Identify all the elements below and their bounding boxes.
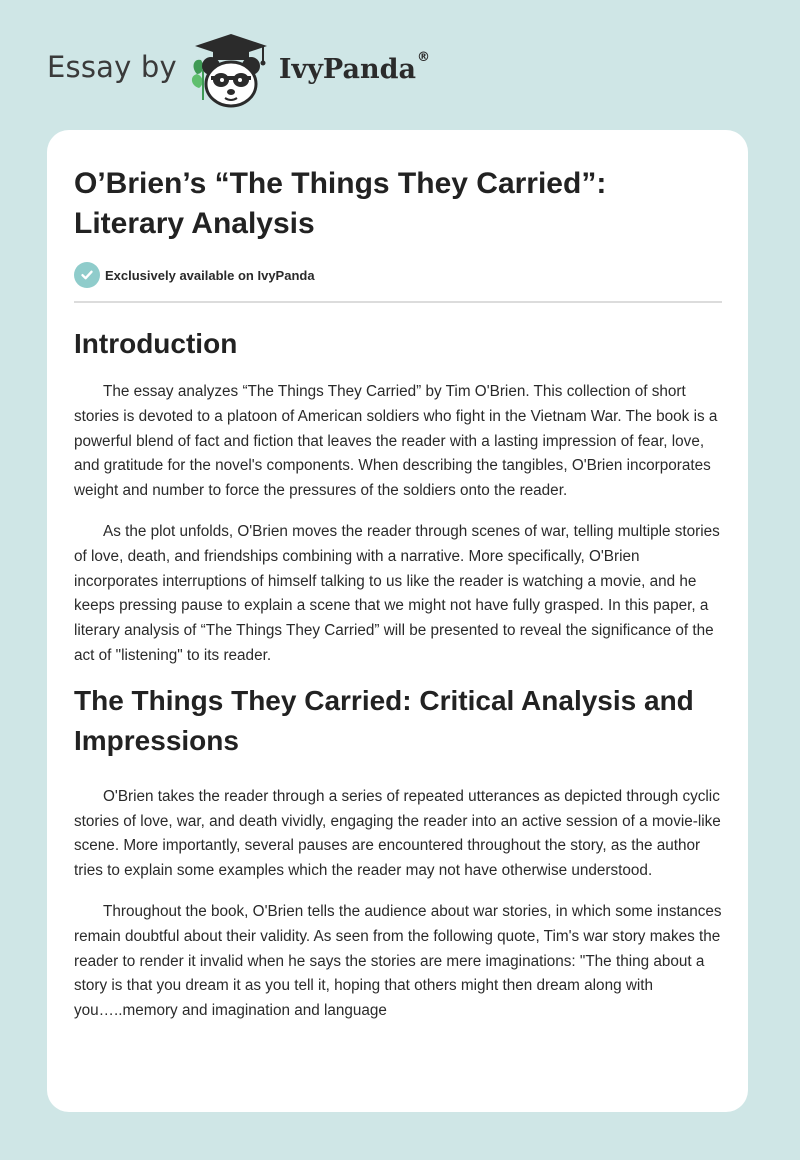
- brand-name: IvyPanda: [278, 53, 416, 85]
- check-icon: [74, 262, 100, 288]
- section-heading: The Things They Carried: Critical Analysis and Impressions: [74, 684, 694, 756]
- essay-card: [47, 130, 748, 1112]
- exclusive-badge: [74, 262, 722, 303]
- paragraph: As the plot unfolds, O'Brien moves the reader through scenes of war, telling multiple stories of love, death, and friendships combining with a narrative. More specifically, O'Brien incorporates interruptions of himself talking to us like the reader is watching a movie, and he keeps pressing pause to explain a scene that we might not have fully grasped. In this paper, a literary analysis of “The Things They Carried” will be presented to reveal the significance of the act of "listening" to its reader.: [74, 522, 720, 664]
- section-heading: Introduction: [74, 328, 238, 359]
- ivypanda-wordmark[interactable]: [278, 49, 430, 85]
- panda-logo-icon[interactable]: [189, 30, 273, 110]
- essay-title: O’Brien’s “The Things They Carried”: Literary Analysis: [74, 167, 607, 240]
- brand-header: [47, 30, 430, 110]
- exclusive-label: Exclusively available on IvyPanda: [105, 267, 315, 283]
- registered-mark: ®: [416, 49, 430, 65]
- essay-by-label: Essay by: [47, 50, 177, 84]
- paragraph: The essay analyzes “The Things They Carried” by Tim O'Brien. This collection of short stories is devoted to a platoon of American soldiers who fight in the Vietnam War. The book is a powerful blend of fact and fiction that leaves the reader with a lasting impression of fear, love, and gratitude for the novel's components. When describing the tangibles, O'Brien incorporates weight and number to force the pressures of the soldiers onto the reader.: [74, 383, 718, 500]
- paragraph: O'Brien takes the reader through a series of repeated utterances as depicted through cyclic stories of love, war, and death vividly, engaging the reader into an active session of a movie-like scene. More importantly, several pauses are encountered throughout the story, as the author tries to explain some examples which the reader may not have otherwise understood.: [74, 787, 721, 880]
- paragraph: Throughout the book, O'Brien tells the audience about war stories, in which some instances remain doubtful about their validity. As seen from the following quote, Tim's war story makes the reader to render it invalid when he says the stories are mere imaginations: "The thing about a story is that you dream it as you tell it, hoping that others might then dream along with you…..memory and imagination and language: [74, 902, 722, 1020]
